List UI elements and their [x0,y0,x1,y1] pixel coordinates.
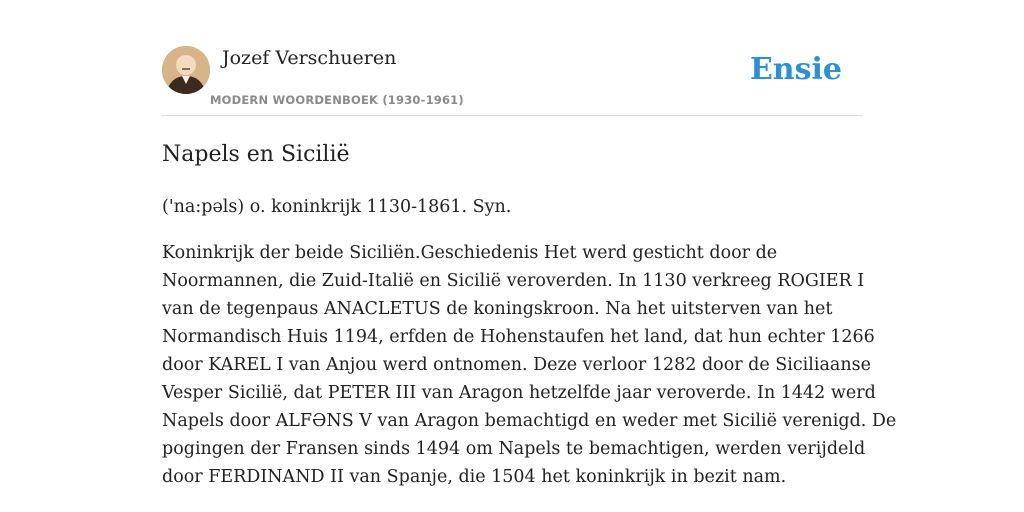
source-label[interactable]: MODERN WOORDENBOEK (1930-1961) [210,93,464,107]
page-title: Napels en Sicilië [162,142,350,167]
body-line: van de tegenpaus ANACLETUS de koningskroon. Na het uitsterven van het [162,299,833,319]
body-line: door KAREL I van Anjou werd ontnomen. Deze verloor 1282 door de Siciliaanse [162,355,871,375]
body-line: Noormannen, die Zuid-Italië en Sicilië veroverden. In 1130 verkreeg ROGIER I [162,271,865,291]
body-line: door FERDINAND II van Spanje, die 1504 het koninkrijk in bezit nam. [162,467,787,487]
portrait-icon [162,46,210,94]
body-line: Vesper Sicilië, dat PETER III van Aragon hetzelfde jaar veroverde. In 1442 werd [162,383,876,403]
body-line: Koninkrijk der beide Siciliën.Geschiedenis Het werd gesticht door de [162,243,778,263]
entry-definition: ('na:pəls) o. koninkrijk 1130-1861. Syn. [162,197,512,217]
author-name[interactable]: Jozef Verschueren [222,47,397,69]
brand-logo[interactable]: Ensie [749,52,842,87]
author-avatar[interactable] [162,46,210,94]
body-line: pogingen der Fransen sinds 1494 om Napels te bemachtigen, werden verijdeld [162,439,866,459]
entry-body [162,239,897,491]
body-line: Normandisch Huis 1194, erfden de Hohenstaufen het land, dat hun echter 1266 [162,327,875,347]
header-divider [162,115,862,116]
entry-card [162,0,897,512]
body-line: Napels door ALFƏNS V van Aragon bemachtigd en weder met Sicilië verenigd. De [162,411,897,431]
